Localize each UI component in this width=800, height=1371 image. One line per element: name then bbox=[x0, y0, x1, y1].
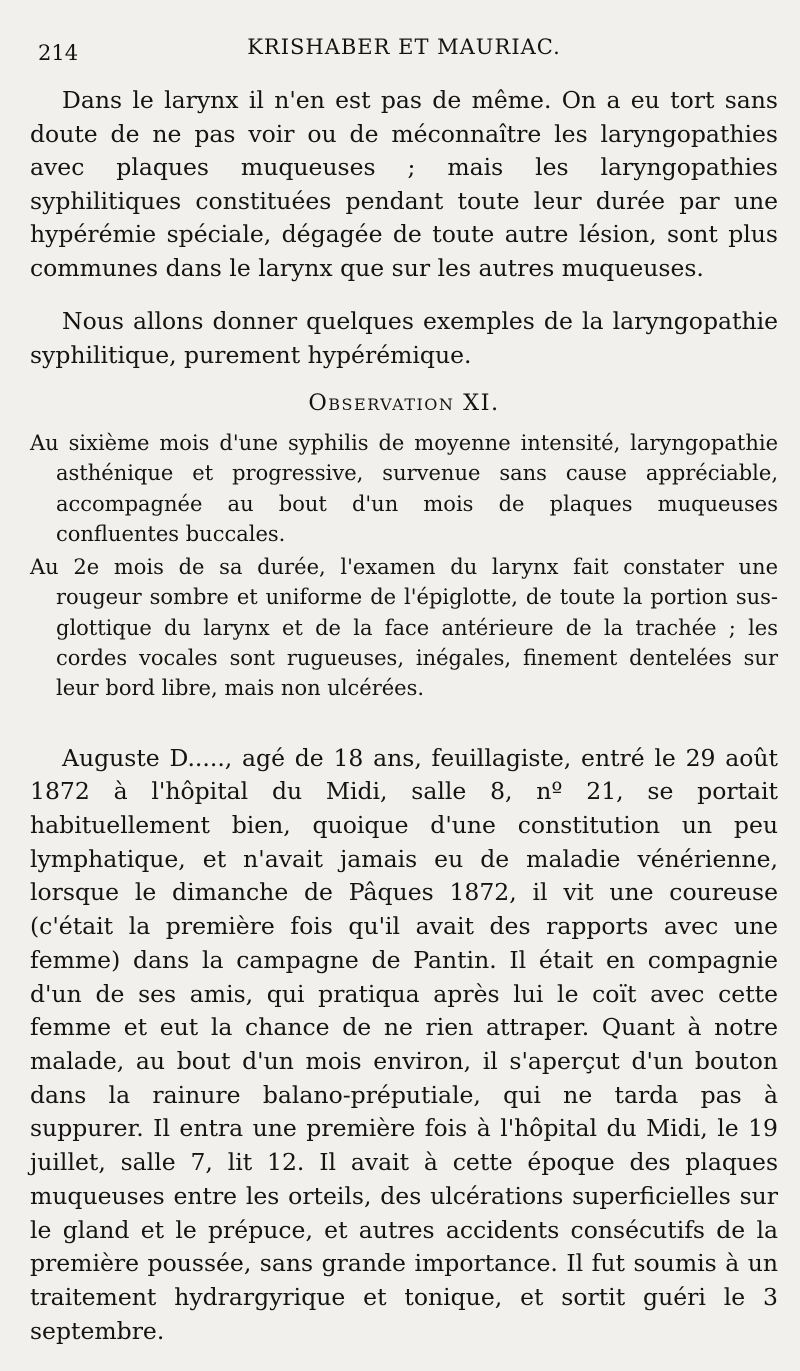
case-history bbox=[30, 742, 778, 1349]
running-header bbox=[30, 0, 778, 65]
page-number: 214 bbox=[38, 41, 79, 65]
intro-paragraph: Nous allons donner quelques exemples de la laryngopathie syphilitique, purement hypérémique. bbox=[30, 307, 778, 369]
summary-paragraph: Au 2e mois de sa durée, l'examen du larynx fait constater une rougeur sombre et uniforme de l'épiglotte, de toute la portion sus-glottique du larynx et de la face antérieure de la trachée ; les cordes vocales sont rugueuses, inégales, finement dentelées sur leur bord libre, mais non ulcérées. bbox=[30, 555, 778, 701]
observation-summary bbox=[30, 428, 778, 704]
summary-paragraph: Au sixième mois d'une syphilis de moyenne intensité, laryngopathie asthénique et progressive, survenue sans cause appréciable, accompagnée au bout d'un mois de plaques muqueuses confluentes buccales. bbox=[30, 431, 778, 546]
intro-paragraph: Dans le larynx il n'en est pas de même. On a eu tort sans doute de ne pas voir ou de méconnaître les laryngopathies avec plaques muqueuses ; mais les laryngopathies syphilitiques constituées pendant toute leur durée par une hypérémie spéciale, dégagée de toute autre lésion, sont plus communes dans le larynx que sur les autres muqueuses. bbox=[30, 86, 778, 282]
running-title: KRISHABER ET MAURIAC. bbox=[247, 35, 561, 59]
observation-heading: Observation XI. bbox=[308, 390, 500, 416]
intro-section bbox=[30, 84, 778, 372]
case-paragraph: Auguste D....., agé de 18 ans, feuillagiste, entré le 29 août 1872 à l'hôpital du Midi, salle 8, nº 21, se portait habituellement bien, quoique d'une constitution un peu lymphatique, et n'avait jamais eu de maladie vénérienne, lorsque le dimanche de Pâques 1872, il vit une coureuse (c'était la première fois qu'il avait des rapports avec une femme) dans la campagne de Pantin. Il était en compagnie d'un de ses amis, qui pratiqua après lui le coït avec cette femme et eut la chance de ne rien attraper. Quant à notre malade, au bout d'un mois environ, il s'aperçut d'un bouton dans la rainure balano-préputiale, qui ne tarda pas à suppurer. Il entra une première fois à l'hôpital du Midi, le 19 juillet, salle 7, lit 12. Il avait à cette époque des plaques muqueuses entre les orteils, des ulcérations superficielles sur le gland et le prépuce, et autres accidents consécutifs de la première poussée, sans grande importance. Il fut soumis à un traitement hydrargyrique et tonique, et sortit guéri le 3 septembre. bbox=[30, 743, 778, 1345]
